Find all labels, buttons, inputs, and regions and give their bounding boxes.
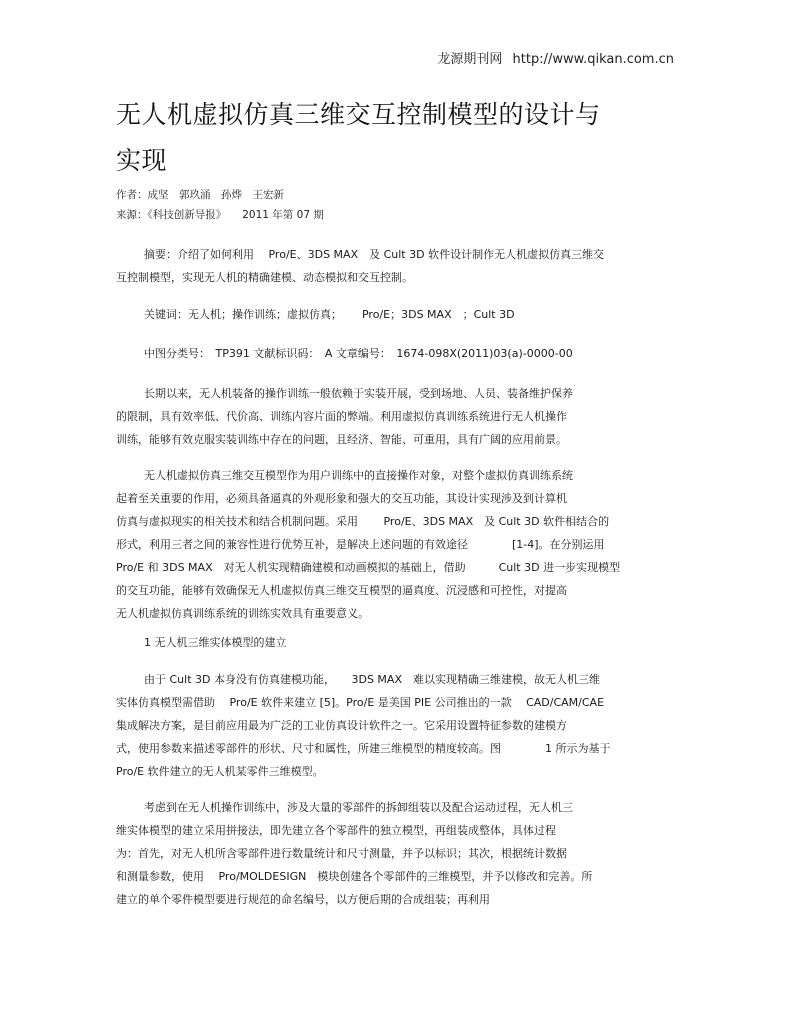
paragraph-line: 考虑到在无人机操作训练中，涉及大量的零部件的拆卸组装以及配合运动过程，无人机三 (144, 801, 573, 814)
paragraph-line: 长期以来，无人机装备的操作训练一般依赖于实装开展，受到场地、人员、装备维护保养 (144, 387, 573, 400)
abstract-line: 互控制模型，实现无人机的精确建模、动态模拟和交互控制。 (116, 271, 413, 284)
source-issue: 2011 年第 07 期 (242, 209, 324, 221)
authors: 成坚 郭玖涌 孙烨 王宏新 (147, 189, 284, 201)
paragraph-line: 为：首先，对无人机所含零部件进行数量统计和尺寸测量，并予以标识；其次，根据统计数据 (116, 847, 567, 860)
article-title (116, 92, 676, 184)
paragraph-line: Pro/E 软件建立的无人机某零件三维模型。 (116, 765, 324, 778)
paragraph-line: 形式，利用三者之间的兼容性进行优势互补，是解决上述问题的有效途径 [1-4]。在分别运用 (116, 538, 605, 551)
paragraph-line: 和测量参数，使用 Pro/MOLDESIGN 模块创建各个零部件的三维模型，并予以修改和完善。所 (116, 870, 593, 883)
paragraph-section1-2 (116, 796, 664, 911)
paragraph-line: 实体仿真模型需借助 Pro/E 软件来建立 [5]。Pro/E 是美国 PIE 公司推出的一款 CAD/CAM/CAE (116, 696, 605, 709)
site-url[interactable]: http://www.qikan.com.cn (512, 52, 674, 67)
paragraph-line: 的限制，具有效率低、代价高、训练内容片面的弊端。利用虚拟仿真训练系统进行无人机操作 (116, 410, 567, 423)
classification-line: 中图分类号： TP391 文献标识码： A 文章编号： 1674-098X(2011)03(a)-0000-00 (144, 347, 573, 360)
source-journal: 《科技创新导报》 (147, 209, 227, 221)
paragraph-line: Pro/E 和 3DS MAX 对无人机实现精确建模和动画模拟的基础上，借助 Cult 3D 进一步实现模型 (116, 561, 621, 574)
authors-line (116, 187, 284, 202)
source-label: 来源： (116, 209, 148, 221)
paragraph-section1-1 (116, 668, 664, 783)
paragraph-line: 式，使用参数来描述零部件的形状、尺寸和属性，所建三维模型的精度较高。图 1 所示为基于 (116, 742, 611, 755)
paragraph-line: 训练，能够有效克服实装训练中存在的问题，且经济、智能、可重用，具有广阔的应用前景。 (116, 433, 567, 446)
paragraph-line: 由于 Cult 3D 本身没有仿真建模功能， 3DS MAX 难以实现精确三维建模，故无人机三维 (144, 673, 600, 686)
abstract-line: 摘要：介绍了如何利用 Pro/E、3DS MAX 及 Cult 3D 软件设计制作无人机虚拟仿真三维交 (144, 248, 605, 261)
title-line-2: 实现 (116, 146, 168, 175)
classification (116, 342, 664, 365)
paragraph-line: 无人机虚拟仿真训练系统的训练实效具有重要意义。 (116, 607, 369, 620)
paragraph-line: 维实体模型的建立采用拼接法，即先建立各个零部件的独立模型，再组装成整体，具体过程 (116, 824, 556, 837)
paragraph-intro-1 (116, 382, 664, 451)
paragraph-line: 建立的单个零件模型要进行规范的命名编号，以方便后期的合成组装；再利用 (116, 893, 490, 906)
title-line-1: 无人机虚拟仿真三维交互控制模型的设计与 (116, 100, 601, 129)
paragraph-line: 的交互功能，能够有效确保无人机虚拟仿真三维交互模型的逼真度、沉浸感和可控性，对提高 (116, 584, 567, 597)
paragraph-line: 集成解决方案，是目前应用最为广泛的工业仿真设计软件之一。它采用设置特征参数的建模方 (116, 719, 567, 732)
source-line (116, 207, 324, 222)
journal-header (437, 48, 674, 67)
abstract (116, 243, 664, 289)
keywords (116, 303, 664, 326)
section-heading: 1 无人机三维实体模型的建立 (144, 636, 287, 649)
site-name: 龙源期刊网 (437, 52, 503, 67)
paragraph-line: 起着至关重要的作用，必须具备逼真的外观形象和强大的交互功能，其设计实现涉及到计算机 (116, 492, 567, 505)
keywords-line: 关键词：无人机；操作训练；虚拟仿真； Pro/E；3DS MAX ；Cult 3D (144, 308, 515, 321)
authors-label: 作者： (116, 189, 148, 201)
paragraph-intro-2 (116, 464, 664, 625)
paragraph-line: 无人机虚拟仿真三维交互模型作为用户训练中的直接操作对象，对整个虚拟仿真训练系统 (144, 469, 573, 482)
paragraph-line: 仿真与虚拟现实的相关技术和结合机制问题。采用 Pro/E、3DS MAX 及 Cult 3D 软件相结合的 (116, 515, 610, 528)
